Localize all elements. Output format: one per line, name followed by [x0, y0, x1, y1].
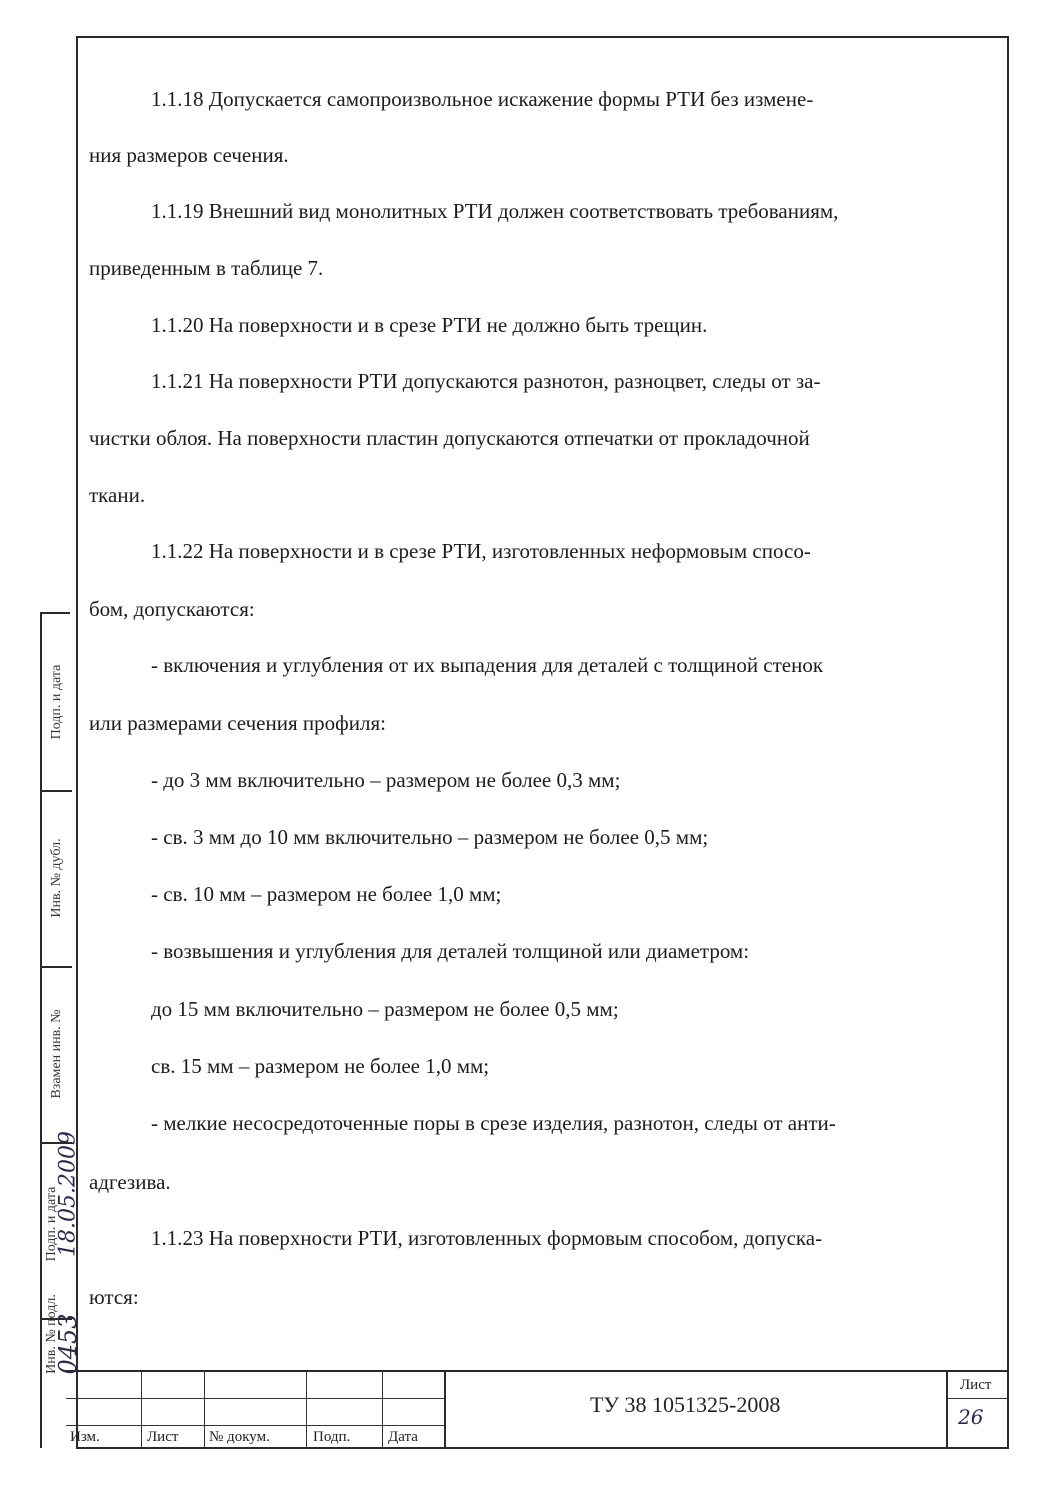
text-line: - включения и углубления от их выпадения для деталей с толщиной стенок	[151, 653, 824, 677]
text-line: чистки облоя. На поверхности пластин допускаются отпечатки от прокладочной	[89, 426, 810, 450]
title-block-col-line	[444, 1370, 446, 1448]
text-line: до 15 мм включительно – размером не более 0,5 мм;	[151, 997, 619, 1021]
text-line: 1.1.18 Допускается самопроизвольное искажение формы РТИ без измене-	[151, 87, 814, 111]
text-line: св. 15 мм – размером не более 1,0 мм;	[151, 1054, 490, 1078]
side-label-podp-data: Подп. и дата	[49, 664, 64, 740]
col-podp: Подп.	[313, 1429, 351, 1445]
text-line: ткани.	[89, 483, 146, 507]
text-line: адгезива.	[89, 1170, 171, 1194]
text-line: 1.1.19 Внешний вид монолитных РТИ должен соответствовать требованиям,	[151, 199, 839, 223]
side-separator	[42, 790, 72, 792]
text-line: 1.1.23 На поверхности РТИ, изготовленных формовым способом, допуска-	[151, 1226, 823, 1250]
text-line: ния размеров сечения.	[89, 143, 289, 167]
text-line: бом, допускаются:	[89, 597, 255, 621]
col-data: Дата	[388, 1429, 418, 1445]
text-line: - св. 10 мм – размером не более 1,0 мм;	[151, 882, 502, 906]
title-block-col-line	[382, 1370, 383, 1448]
sheet-number: 26	[958, 1405, 984, 1429]
text-line: ются:	[89, 1285, 139, 1309]
text-line: - до 3 мм включительно – размером не более 0,3 мм;	[151, 768, 621, 792]
side-stamp	[40, 612, 82, 1448]
side-label-inv-dubl: Инв. № дубл.	[49, 838, 64, 918]
title-block-col-line	[306, 1370, 307, 1448]
text-line: 1.1.21 На поверхности РТИ допускаются разнотон, разноцвет, следы от за-	[151, 369, 821, 393]
text-line: или размерами сечения профиля:	[89, 711, 386, 735]
text-line: - св. 3 мм до 10 мм включительно – размером не более 0,5 мм;	[151, 825, 709, 849]
col-izm: Изм.	[70, 1429, 100, 1445]
title-block-row-line	[66, 1398, 444, 1399]
title-block-row-line	[66, 1425, 444, 1426]
side-label-inv-podl: Инв. № подл.	[44, 1294, 59, 1374]
side-label-vzamen-inv: Взамен инв. №	[49, 1009, 64, 1099]
col-list: Лист	[147, 1429, 179, 1445]
title-block-col-line	[204, 1370, 205, 1448]
title-block-col-line	[946, 1370, 948, 1448]
title-block-col-line	[141, 1370, 142, 1448]
sheet-cell-line	[946, 1398, 1009, 1399]
signature-date: 18.05.2009	[55, 1131, 81, 1257]
sheet-label: Лист	[960, 1377, 992, 1393]
side-separator	[42, 966, 72, 968]
inv-podl-number: 0453	[54, 1313, 82, 1375]
text-line: 1.1.20 На поверхности и в срезе РТИ не должно быть трещин.	[151, 313, 708, 337]
text-line: - возвышения и углубления для деталей толщиной или диаметром:	[151, 939, 750, 963]
side-label-podp-data-2: Подп. и дата	[44, 1186, 59, 1262]
text-line: - мелкие несосредоточенные поры в срезе изделия, разнотон, следы от анти-	[151, 1111, 836, 1135]
text-line: 1.1.22 На поверхности и в срезе РТИ, изготовленных неформовым спосо-	[151, 539, 811, 563]
col-doc: № докум.	[209, 1429, 270, 1445]
document-code: ТУ 38 1051325-2008	[590, 1392, 781, 1417]
title-block-top-line	[66, 1370, 1009, 1372]
text-line: приведенным в таблице 7.	[89, 256, 324, 280]
